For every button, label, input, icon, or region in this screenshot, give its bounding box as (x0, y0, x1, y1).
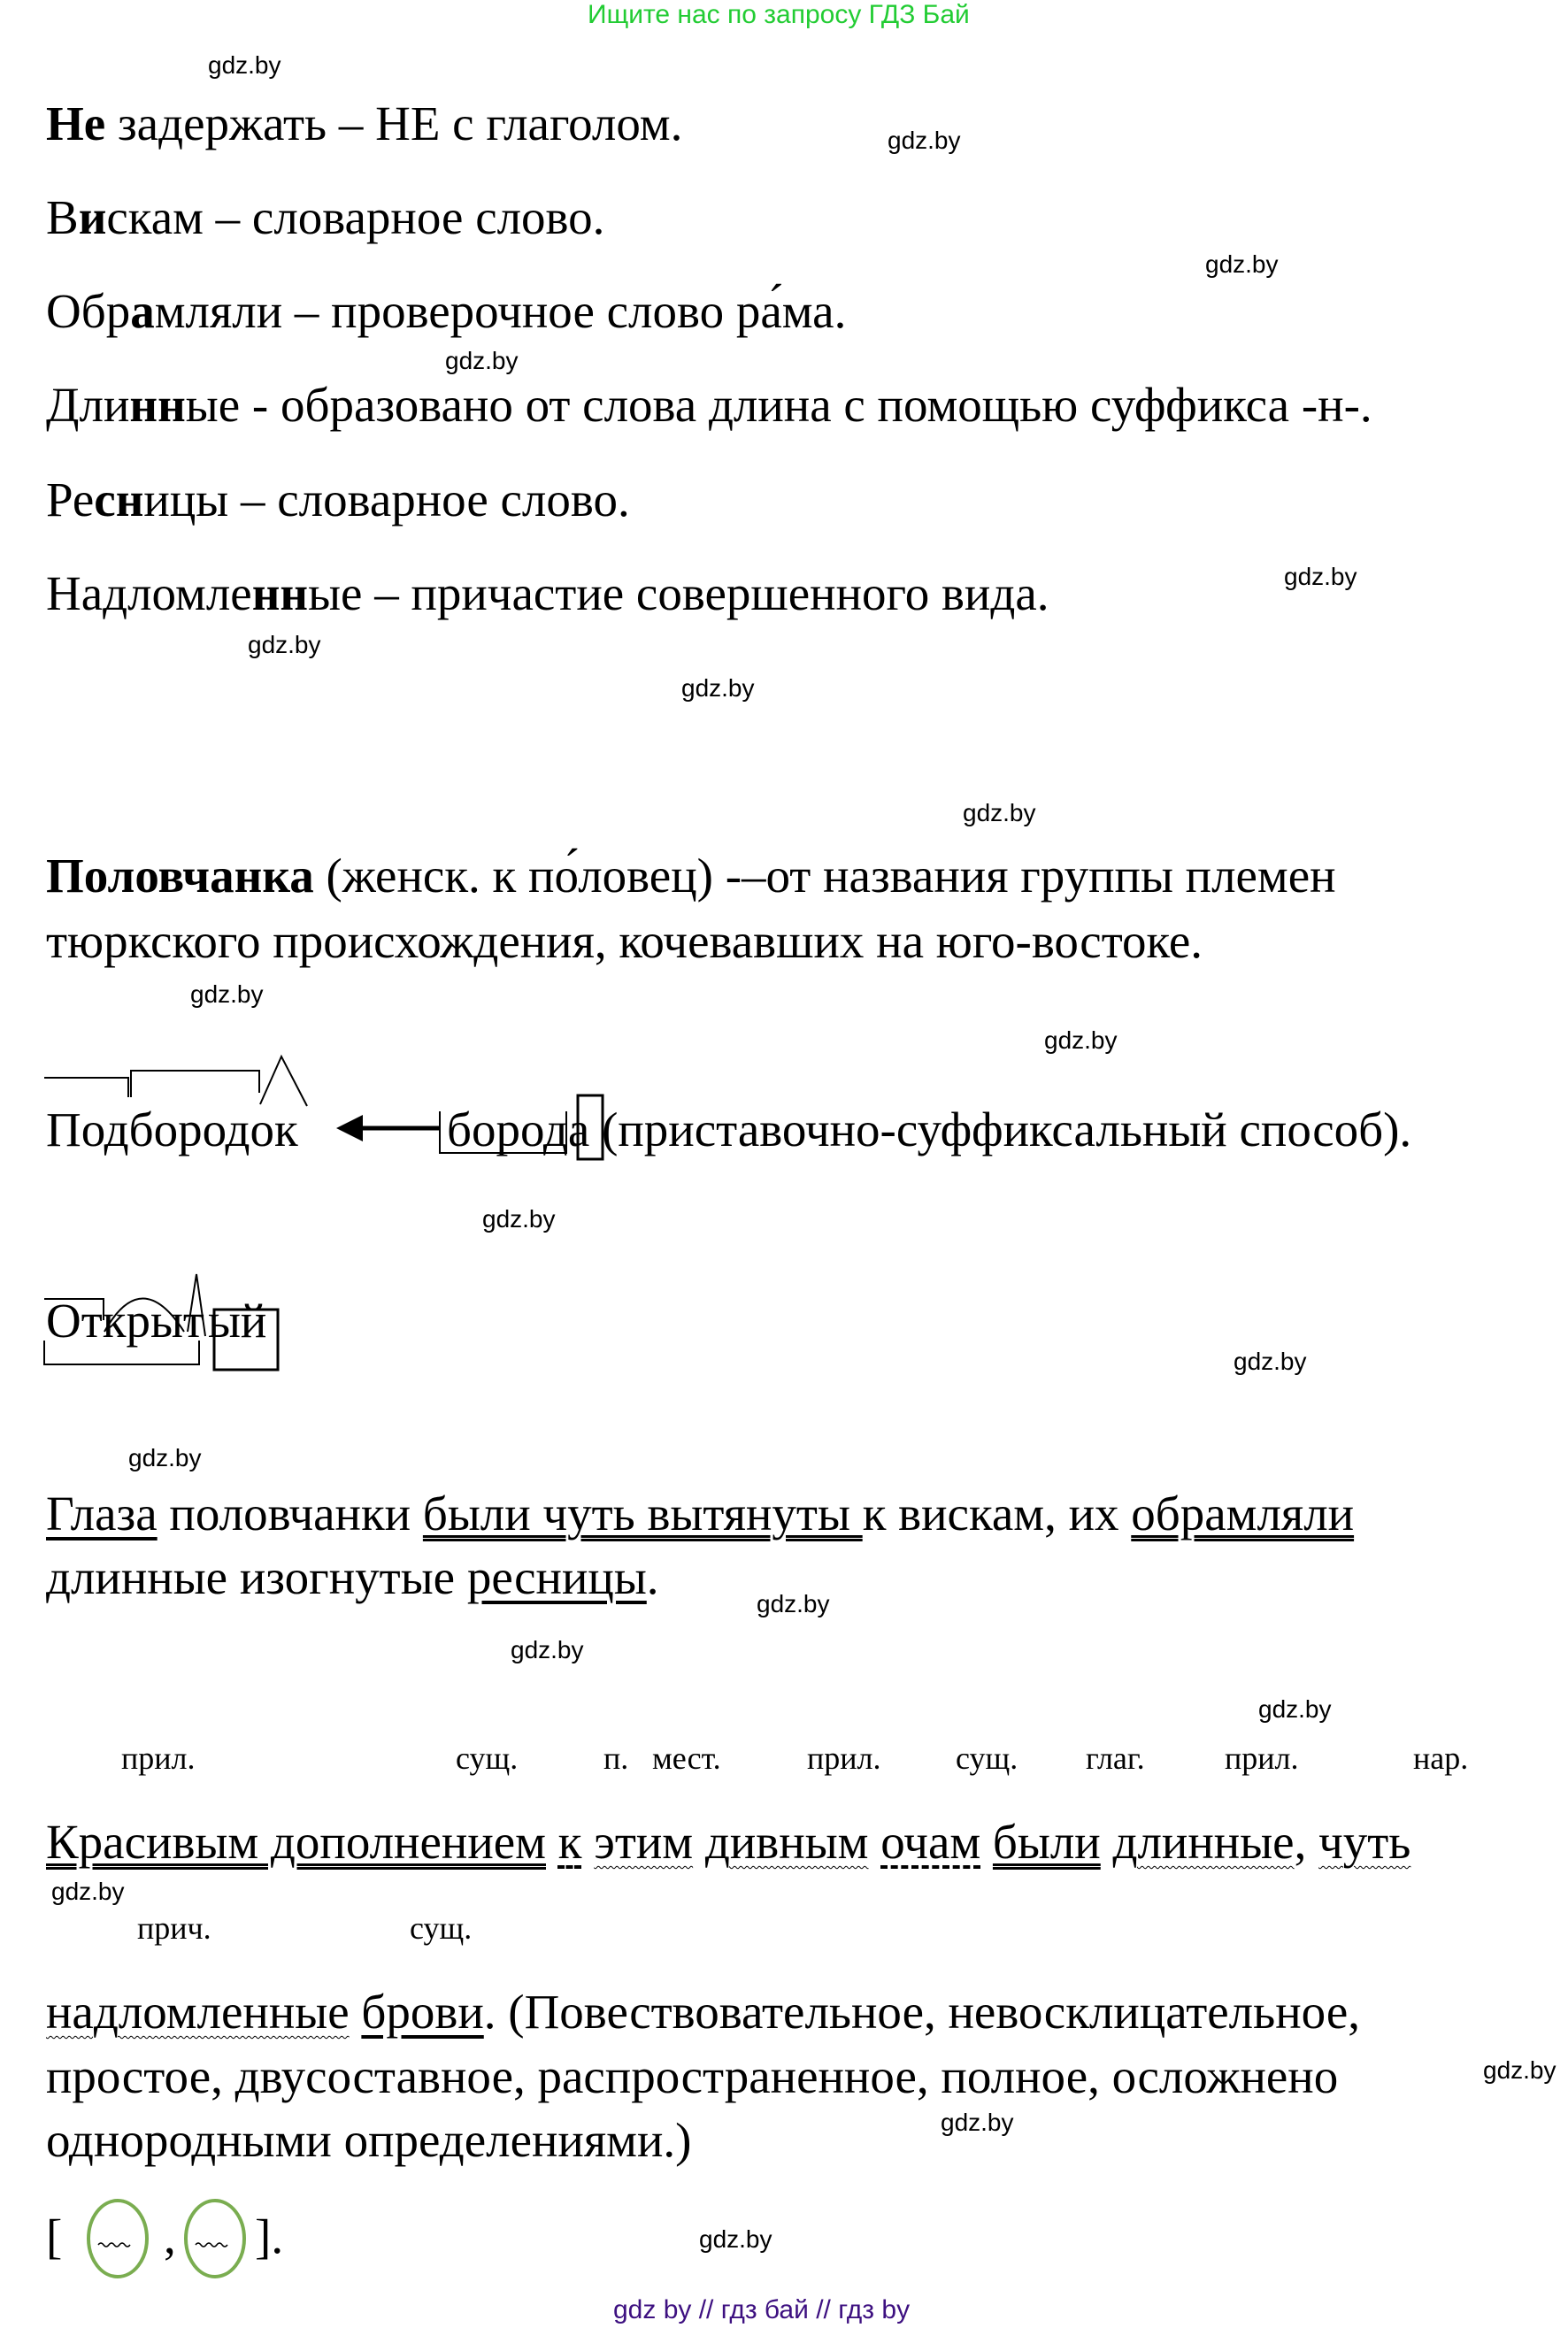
definition: дивным (704, 1815, 869, 1869)
sentence-2-line-2 (46, 1985, 1360, 2039)
bold-highlight: нн (251, 566, 309, 620)
part-of-speech-label: сущ. (956, 1740, 1018, 1776)
part-of-speech-label: нар. (1413, 1740, 1469, 1776)
definition: длинные (1112, 1815, 1295, 1869)
characteristics: . (Повествовательное, невосклицательное, (483, 1985, 1360, 2039)
base-word (447, 1105, 1411, 1154)
line-text: Дли (46, 378, 130, 432)
part-of-speech-label: сущ. (456, 1740, 519, 1776)
punctuation: . (646, 1550, 659, 1604)
watermark: gdz.by (511, 1636, 584, 1663)
watermark: gdz.by (941, 2109, 1014, 2136)
subject: ресницы (466, 1550, 647, 1604)
ending: а (567, 1103, 590, 1156)
part-of-speech-label: глаг. (1086, 1740, 1145, 1776)
watermark: gdz.by (1044, 1026, 1118, 1054)
watermark: gdz.by (248, 631, 321, 658)
lexical-line-2: тюркского происхождения, кочевавших на юго-востоке. (46, 914, 1203, 968)
bold-highlight: нн (129, 378, 186, 432)
watermark: gdz.by (888, 127, 961, 154)
line-text: ые – причастие совершенного вида. (308, 566, 1049, 620)
part-of-speech-label: прич. (137, 1910, 211, 1946)
formation-method: (приставочно-суффиксальный способ). (589, 1103, 1412, 1156)
word: половчанки (157, 1487, 423, 1540)
root: ород (471, 1103, 568, 1156)
line-text: ицы – словарное слово. (143, 473, 630, 526)
analyzed-word (46, 1294, 267, 1348)
derived-word: Подбородок (46, 1103, 298, 1156)
spelling-line-6 (46, 566, 1049, 620)
part-of-speech-label: прил. (1225, 1740, 1299, 1776)
line-text: (женск. к по́ловец) -–от названия группы племен (313, 849, 1336, 903)
bold-highlight: и (78, 190, 107, 244)
watermark: gdz.by (51, 1878, 125, 1905)
watermark: gdz.by (699, 2225, 772, 2253)
watermark: gdz.by (1234, 1348, 1307, 1375)
part-of-speech-label: прил. (121, 1740, 196, 1776)
punctuation: , (1294, 1815, 1307, 1869)
ending: ый (207, 1294, 267, 1348)
search-banner: Ищите нас по запросу ГДЗ Бай (588, 0, 970, 29)
footer-watermark: gdz by // гдз бай // гдз by (613, 2295, 911, 2324)
line-text: Надломле (46, 566, 252, 620)
watermark: gdz.by (128, 1444, 202, 1471)
sentence-1-line-2 (46, 1550, 659, 1604)
part-of-speech-label: мест. (652, 1740, 721, 1776)
line-text: мляли – проверочное слово ра́ма. (154, 284, 847, 338)
line-text: скам – словарное слово. (106, 190, 605, 244)
line-text: ые - образовано от слова длина с помощью суффикса -н-. (185, 378, 1372, 432)
watermark: gdz.by (190, 980, 264, 1008)
bold-highlight: а (130, 284, 155, 338)
part-of-speech-label: п. (603, 1740, 629, 1776)
spelling-line-4 (46, 378, 1372, 432)
definition: этим (594, 1815, 694, 1869)
watermark: gdz.by (757, 1590, 830, 1617)
scheme-close-bracket: ]. (255, 2209, 284, 2263)
watermark: gdz.by (1205, 250, 1279, 278)
preposition: к (557, 1815, 582, 1869)
predicate: обрамляли (1131, 1487, 1355, 1540)
word: к вискам, их (862, 1487, 1132, 1540)
line-text: Обр (46, 284, 131, 338)
predicate: были чуть вытянуты (422, 1487, 863, 1540)
subject: Глаза (46, 1487, 158, 1540)
watermark: gdz.by (482, 1205, 556, 1233)
watermark: gdz.by (1258, 1695, 1332, 1723)
part-of-speech-label: сущ. (410, 1910, 473, 1946)
sentence-2-line-3: простое, двусоставное, распространенное, полное, осложнено (46, 2049, 1339, 2103)
root-letter: б (447, 1103, 472, 1156)
definition: надломленные (46, 1985, 350, 2039)
bold-highlight: Не (46, 96, 106, 150)
sentence-1-line-1 (46, 1489, 1354, 1538)
spelling-line-5 (46, 475, 630, 524)
lexical-line-1 (46, 849, 1336, 903)
watermark: gdz.by (445, 347, 519, 374)
adverb: чуть (1318, 1815, 1411, 1869)
scheme-open-bracket: [ (46, 2209, 63, 2263)
term: Половчанка (46, 849, 314, 903)
spelling-line-2 (46, 190, 605, 244)
line-text: Ре (46, 473, 95, 526)
watermark: gdz.by (208, 51, 281, 79)
line-text: В (46, 190, 79, 244)
part-of-speech-label: прил. (807, 1740, 881, 1776)
bold-highlight: сн (94, 473, 144, 526)
watermark: gdz.by (1483, 2056, 1556, 2084)
scheme-comma: , (164, 2209, 176, 2263)
watermark: gdz.by (681, 674, 755, 702)
spelling-line-3 (46, 284, 847, 338)
subject: брови (361, 1985, 484, 2039)
stem: Открыт (46, 1294, 204, 1348)
sentence-2-line-1 (46, 1815, 1411, 1869)
sentence-2-line-4: однородными определениями.) (46, 2113, 692, 2167)
predicate: Красивым дополнением (46, 1815, 546, 1869)
spelling-line-1 (46, 96, 683, 150)
predicate: были (992, 1815, 1101, 1869)
line-text: задержать – НЕ с глаголом. (105, 96, 683, 150)
watermark: gdz.by (1284, 563, 1357, 590)
object: очам (880, 1815, 981, 1869)
watermark: gdz.by (963, 799, 1036, 826)
word: длинные изогнутые (46, 1550, 467, 1604)
